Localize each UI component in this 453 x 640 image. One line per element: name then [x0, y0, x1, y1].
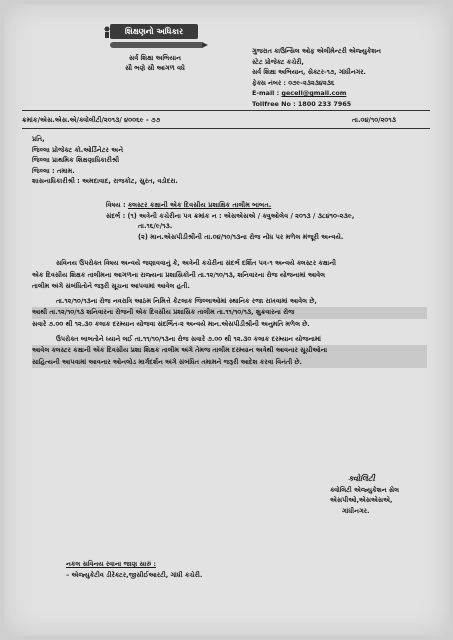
copy-heading: નકલ સવિનય રવાના જાણ સારું :	[66, 560, 156, 568]
letter-date: તા.૦૪/૧૦/૨૦૧૩	[352, 116, 397, 124]
pencil-icon	[110, 42, 202, 48]
recipient-line-4: શાસનાધિકારીશ્રી : અમદાવાદ, રાજકોટ, સુરત, વડોદરા.	[32, 177, 178, 185]
recipient-line-1: જિલ્લા પ્રોજેક્ટ કો.ઓર્ડિનેટર અને	[32, 145, 124, 154]
paragraph-1: સવિનય ઉપરોક્ત વિષય અન્વયે જણાવવાનું કે, અત્રેની કચેરીના સંદર્ભ દર્શિત પત્ર-૧ અન્વયે ક્લસ્ટર કક્ષાની એક દિવસીય શિક્ષક તાલીમના આગળના રાજ્યના પ્રશાસિકોની તા.૧૨/૧૦/૧૩, શનિવારના રોજ યોજનામાં આવેલ તાલીમ અંગે સંબંધિતોને જરૂરી સૂચના આપવામાં આવેલ હતી.	[32, 259, 336, 291]
reference-divider	[22, 128, 430, 129]
recipient-prati: પ્રતિ,	[32, 135, 45, 143]
paragraph-2: તા.૧૨/૧૦/૧૩ના રોજ નવરાત્રિ આઠમ નિમિત્તે કેટલાક જિલ્લાઓમાં સ્થાનિક રજા રાખવામાં આવેલ છે, આથી તા.૧૨/૧૦/૧૩ શનિવારના રોજની એક દિવસીય પ્રશાસિક તાલીમ તા.૧૧/૧૦/૧૩, શુક્રવારના રોજ સવારે ૭.૦૦ થી ૧૨.૩૦ કલાક દરમ્યાન યોજવા સંદર્ભિત-૨ અન્વયે માન.એસપીડીશ્રીની અનુમતિ મળેલ છે.	[32, 296, 427, 331]
org-office: સ્ટેટ પ્રોજેક્ટ કચેરી,	[252, 57, 304, 66]
signature-mark: ક્વોલિટી	[348, 474, 375, 483]
letterhead-address	[252, 46, 447, 109]
letter-page	[4, 4, 449, 636]
email-link[interactable]: gecell@gmail.com	[281, 89, 347, 97]
reference-1: સંદર્ભ : (૧) અત્રેની કચેરીના પત્ર ક્રમાંક ન : એસએસએ / ક્વુઓલેવ / ૨૦૧૩ / ૩૮૪૧૦-૨૩૯,	[106, 211, 355, 220]
signatory-office: એસપીઓ,એસએસએ,	[330, 496, 393, 504]
copy-recipient: – એજ્યુકેટીવ ડીરેક્ટર,જીસીઈઆરટી, ગાંધી કચેરી.	[66, 570, 203, 579]
header-divider	[22, 110, 430, 111]
letter-body	[32, 258, 427, 371]
subject-line: વિષય : ક્લસ્ટર કક્ષાની એક દિવસીય પ્રશાક્ષિક તાલીમ બાબત.	[106, 201, 272, 209]
logo-tagline-1: સર્વ શિક્ષા અભિયાન	[129, 54, 181, 62]
org-email: E-mail : gecell@gmail.com	[252, 89, 347, 97]
signature-block	[330, 474, 440, 516]
paragraph-3: ઉપરોક્ત બાબતોને ધ્યાને લઈ તા.૧૧/૧૦/૧૩ના રોજ સવારે ૭.૦૦ થી ૧૨.૩૦ કલાક દરમ્યાન યોજનામાં આવેલ ક્લસ્ટર કક્ષાની એક દિવસીય પ્રશા શિક્ષક તાલીમ અંગે તેમજ તાલીમ દરમ્યાન અત્રેથી આવનાર સૂચીઓના સાહિત્યની આપવામાં આવનાર ઓનલોડ માર્ગદર્શન અંગે સંબંધિત તમામને જરૂરી આદેશ કરવા વિનંતી છે.	[32, 334, 427, 369]
recipient-line-3: જિલ્લા : તમામ.	[32, 166, 75, 175]
org-name: ગુજરાત કાઉન્સિલ ઓફ એલીમેન્ટરી એજ્યુકેશન	[252, 47, 381, 55]
org-address: સર્વ શિક્ષા અભિયાન, સેક્ટર-૧૭, ગાંધીનગર.	[252, 68, 366, 76]
sarva-shiksha-logo	[100, 24, 210, 96]
signatory-title: ક્વોલિટી એજ્યુકેશન સેલ	[330, 485, 399, 494]
reference-2: (૨) માન.એસપીડીશ્રીની તા.૦૪/૧૦/૧૩ના રોજ નોંધ પર મળેલ મંજૂરી અન્વયે.	[138, 232, 344, 241]
reference-1-cont: તા.૧૬/૯/૧૩.	[138, 222, 173, 230]
recipient-line-2: જિલ્લા પ્રાથમિક શિક્ષણાધિકારીશ્રી	[32, 156, 120, 164]
org-tollfree: Tollfree No : 1800 233 7965	[252, 99, 352, 108]
org-fax: ફેક્સ નંબર : ૦૭૯-૨૩૨૩૪૨૩૬	[252, 78, 335, 87]
subject-block	[106, 200, 354, 242]
signatory-city: ગાંધીનગર.	[342, 506, 370, 515]
reference-number: ક્રમાંક/એસ.એસ.એ/ક્વોલીટી/૨૦૧૩/ ૪૦૦૬૯ - ૭૭	[22, 116, 161, 124]
copy-to-block	[66, 559, 202, 580]
recipients-block	[32, 134, 178, 187]
logo-tagline-2: સૌ ભણે સૌ આગળ વધે	[125, 64, 185, 72]
logo-banner: શિક્ષણનો અધિકાર	[110, 24, 198, 39]
